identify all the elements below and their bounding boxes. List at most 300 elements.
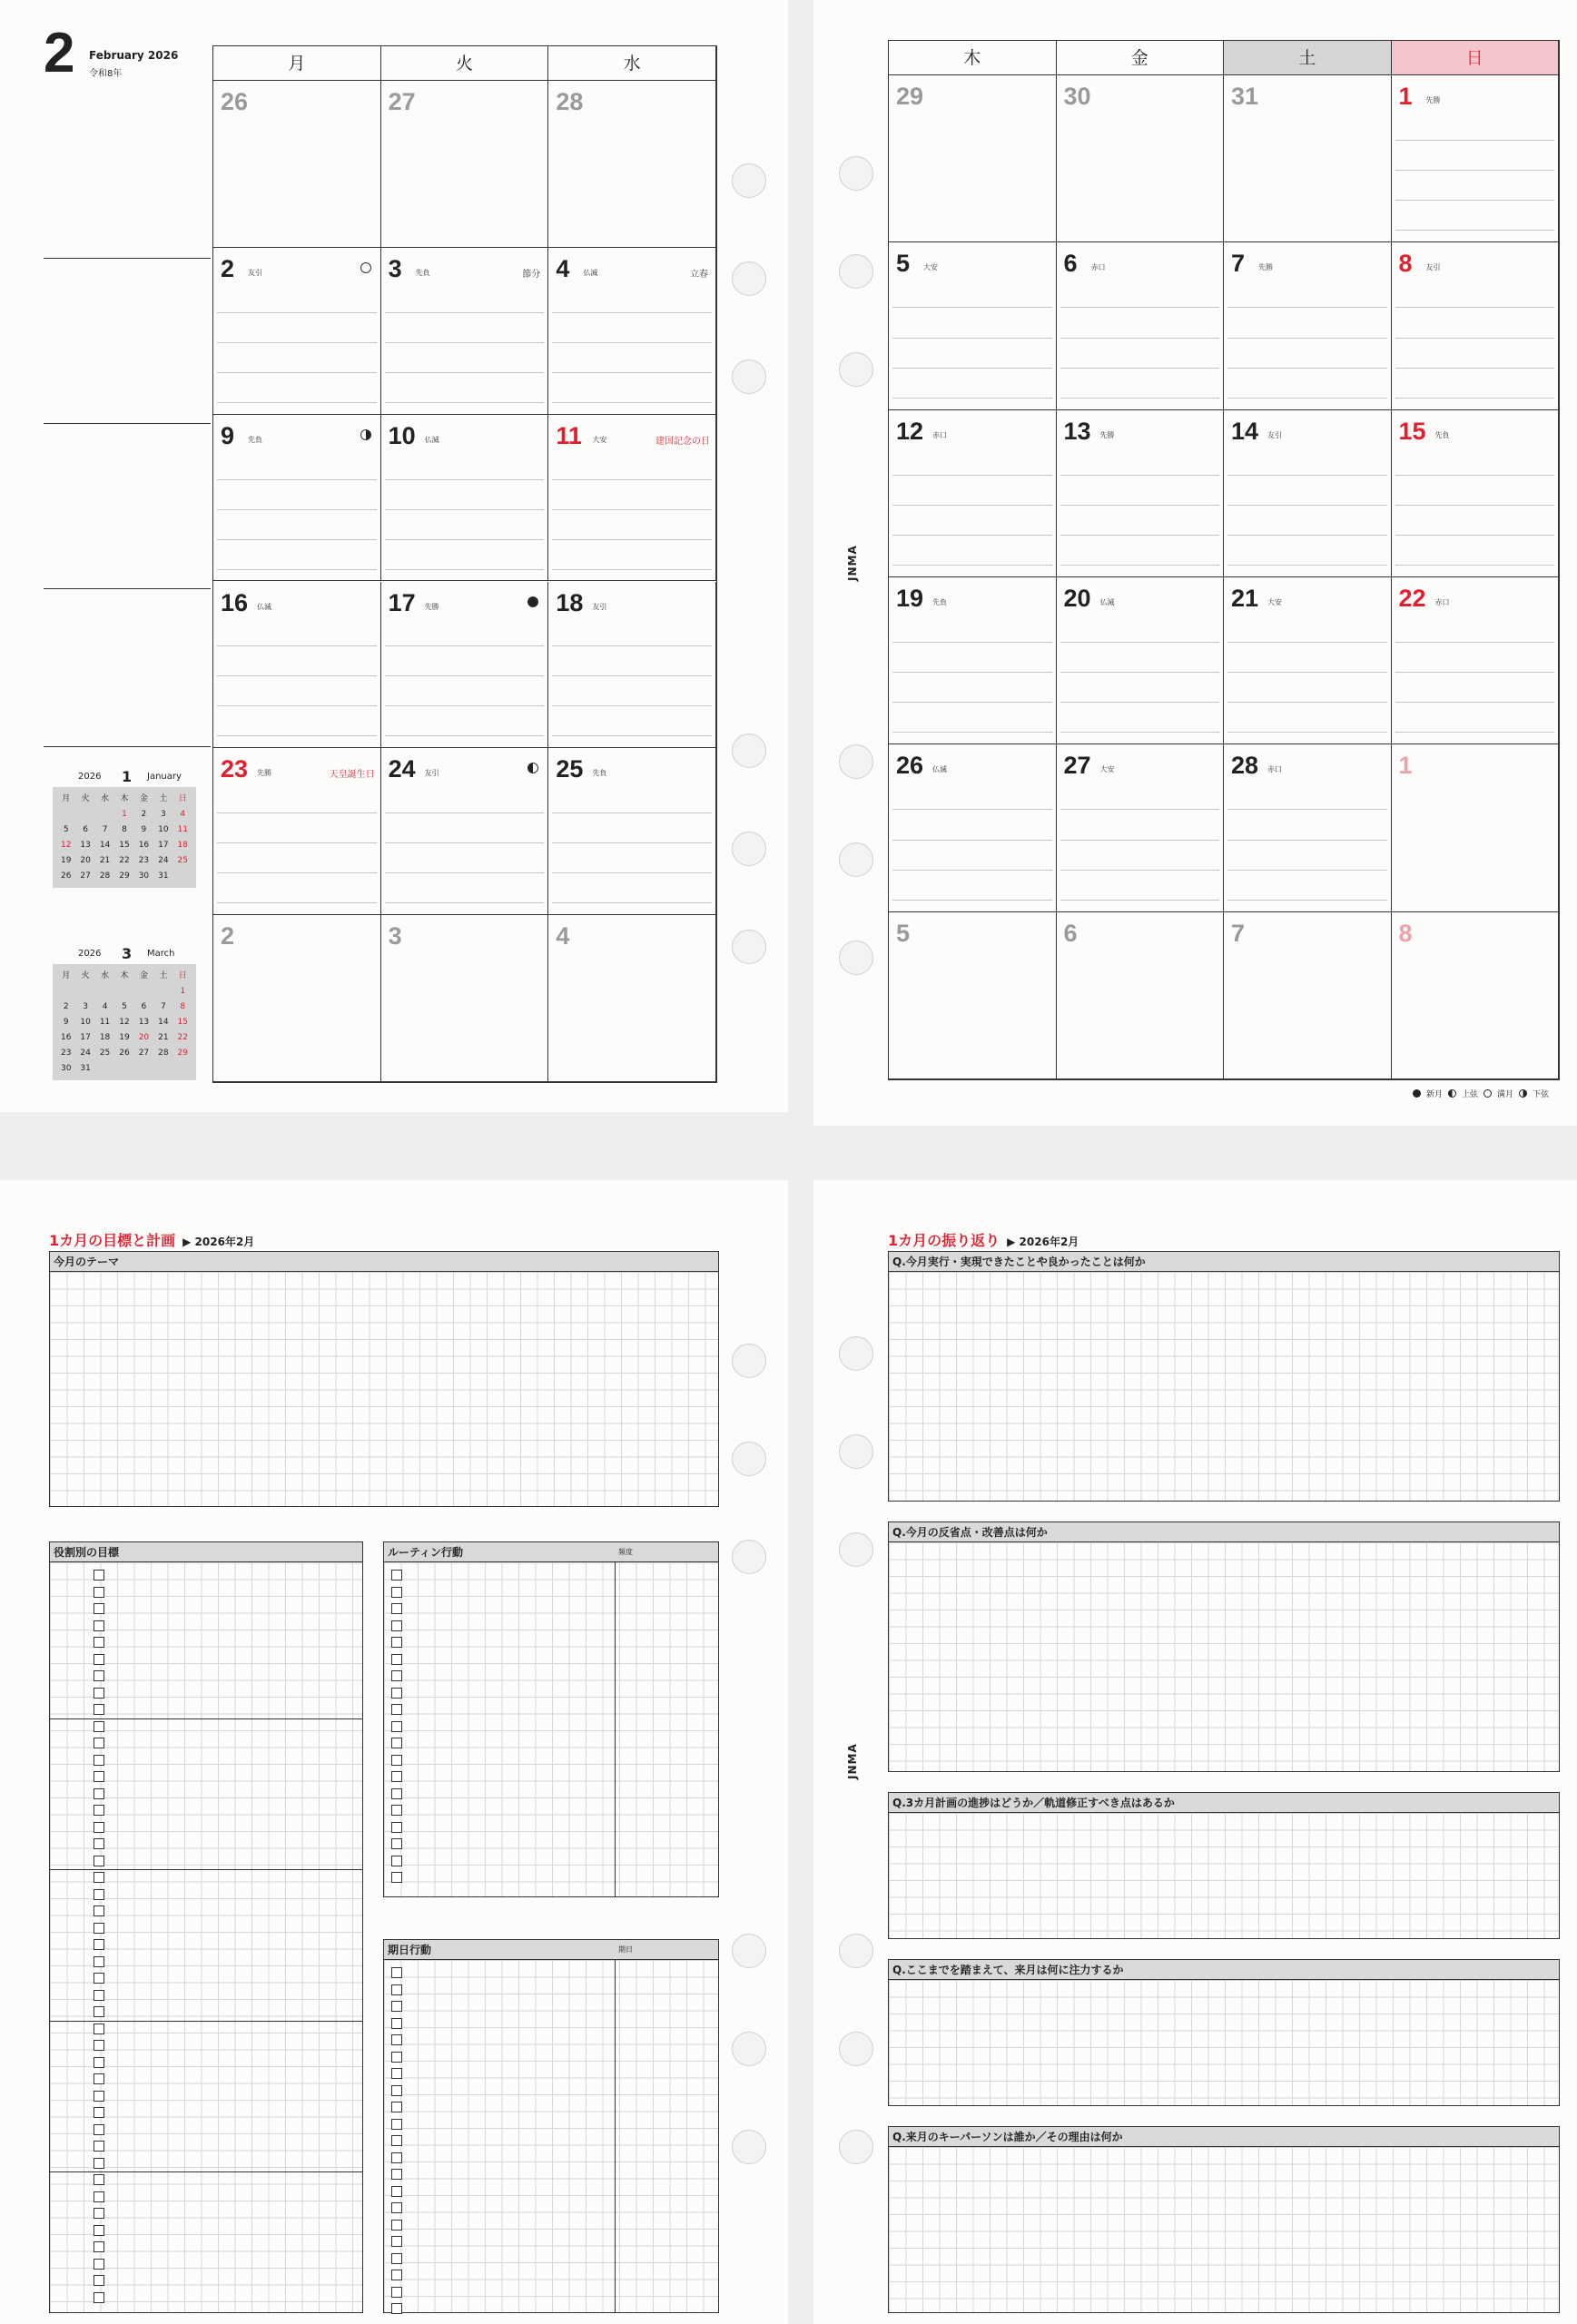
checkbox[interactable] xyxy=(94,1704,104,1715)
checkbox[interactable] xyxy=(94,1721,104,1732)
checkbox[interactable] xyxy=(94,1990,104,2001)
checkbox[interactable] xyxy=(94,2073,104,2084)
mini-day: 3 xyxy=(83,1002,88,1011)
rokuyo-label: 大安 xyxy=(592,435,607,444)
checkbox[interactable] xyxy=(94,2191,104,2202)
checkbox[interactable] xyxy=(94,1670,104,1681)
mini-day: 18 xyxy=(177,841,188,850)
writing-line xyxy=(1060,672,1220,673)
day-number: 24 xyxy=(388,755,416,783)
checkbox[interactable] xyxy=(94,1956,104,1967)
mini-day xyxy=(56,985,75,998)
writing-line xyxy=(217,675,377,676)
day-cell[interactable] xyxy=(1224,242,1392,409)
routine-box xyxy=(383,1541,719,1897)
binder-hole xyxy=(732,1442,766,1476)
day-number: 4 xyxy=(556,254,570,282)
checkbox[interactable] xyxy=(391,2018,402,2029)
writing-line xyxy=(1060,840,1220,841)
mini-day: 27 xyxy=(138,1049,150,1058)
holiday-label: 建国記念の日 xyxy=(655,436,710,447)
day-number: 19 xyxy=(896,585,924,612)
checkbox[interactable] xyxy=(94,1738,104,1748)
checkbox[interactable] xyxy=(391,1984,402,1995)
left-note-4[interactable] xyxy=(44,590,211,747)
weekday-header: 火 xyxy=(381,46,549,81)
day-cell[interactable] xyxy=(1224,577,1392,744)
checkbox[interactable] xyxy=(391,1637,402,1648)
mini-day: 4 xyxy=(102,1002,108,1011)
plan-page xyxy=(0,1180,788,2324)
checkbox[interactable] xyxy=(391,2085,402,2096)
mini-weekday: 金 xyxy=(139,971,148,980)
writing-line xyxy=(552,509,712,510)
checkbox[interactable] xyxy=(94,2275,104,2286)
checkbox[interactable] xyxy=(391,2303,402,2314)
rokuyo-label: 先負 xyxy=(1434,430,1450,439)
mini-day xyxy=(114,985,133,998)
writing-line xyxy=(217,509,377,510)
checkbox[interactable] xyxy=(94,1856,104,1866)
writing-line xyxy=(385,539,545,540)
mini-day: 10 xyxy=(80,1018,91,1027)
checkbox[interactable] xyxy=(94,2174,104,2185)
rokuyo-label: 友引 xyxy=(592,602,607,611)
writing-line xyxy=(385,645,545,646)
checkbox[interactable] xyxy=(94,1771,104,1782)
question-box[interactable] xyxy=(888,2126,1560,2313)
rokuyo-label: 大安 xyxy=(1099,765,1115,774)
solar-term-label: 節分 xyxy=(522,269,541,280)
writing-line xyxy=(892,732,1052,733)
checkbox[interactable] xyxy=(94,2292,104,2303)
mini-day: 15 xyxy=(177,1018,188,1027)
checkbox[interactable] xyxy=(94,1620,104,1631)
mini-calendar-header xyxy=(44,767,212,787)
day-number: 7 xyxy=(1231,919,1246,947)
writing-line xyxy=(385,479,545,480)
checkbox[interactable] xyxy=(94,1587,104,1598)
checkbox[interactable] xyxy=(94,1923,104,1934)
section-divider xyxy=(50,2021,362,2022)
checkbox[interactable] xyxy=(391,1967,402,1978)
day-number: 16 xyxy=(221,588,249,616)
checkbox[interactable] xyxy=(94,1805,104,1816)
mini-day: 12 xyxy=(119,1018,130,1027)
writing-line xyxy=(217,312,377,313)
writing-line xyxy=(552,735,712,736)
day-number: 27 xyxy=(388,88,416,115)
day-cell[interactable] xyxy=(213,915,381,1082)
binder-hole xyxy=(839,940,873,975)
rokuyo-label: 赤口 xyxy=(1267,765,1282,774)
day-number: 7 xyxy=(1231,250,1246,278)
day-cell[interactable] xyxy=(889,410,1057,577)
mini-day: 31 xyxy=(80,1064,91,1073)
checkbox[interactable] xyxy=(391,2270,402,2280)
checkbox[interactable] xyxy=(94,2141,104,2152)
month-grid-left xyxy=(212,45,717,1083)
writing-line xyxy=(892,505,1052,506)
writing-line xyxy=(217,402,377,403)
day-cell[interactable] xyxy=(1392,75,1560,242)
day-number: 11 xyxy=(556,421,582,449)
mini-day: 7 xyxy=(102,825,108,834)
checkbox[interactable] xyxy=(391,1872,402,1883)
checkbox[interactable] xyxy=(391,2220,402,2230)
writing-line xyxy=(892,809,1052,810)
checkbox[interactable] xyxy=(391,1755,402,1766)
rokuyo-label: 先負 xyxy=(415,268,430,277)
rokuyo-label: 先勝 xyxy=(1258,263,1273,272)
checkbox[interactable] xyxy=(94,2208,104,2219)
checkbox[interactable] xyxy=(391,1822,402,1833)
day-cell[interactable] xyxy=(1392,912,1560,1079)
day-number: 13 xyxy=(1063,417,1091,445)
writing-line xyxy=(1395,672,1555,673)
month-grid-right xyxy=(888,40,1560,1080)
checkbox[interactable] xyxy=(94,1822,104,1833)
writing-line xyxy=(217,705,377,706)
writing-line xyxy=(217,342,377,343)
checkbox[interactable] xyxy=(391,1670,402,1681)
mini-day: 2 xyxy=(141,810,147,819)
day-number: 3 xyxy=(388,254,402,282)
writing-line xyxy=(1395,230,1555,231)
checkbox[interactable] xyxy=(391,2102,402,2112)
day-cell[interactable] xyxy=(381,748,549,915)
mini-weekday: 土 xyxy=(159,794,168,803)
day-number: 3 xyxy=(388,922,402,950)
day-cell[interactable] xyxy=(381,248,549,415)
checkbox[interactable] xyxy=(94,1570,104,1581)
writing-line xyxy=(385,872,545,873)
day-number: 27 xyxy=(1063,752,1091,780)
day-cell[interactable] xyxy=(1057,75,1225,242)
mini-calendar-march xyxy=(44,944,212,1080)
mini-day xyxy=(134,1062,153,1075)
writing-line xyxy=(892,398,1052,399)
checkbox[interactable] xyxy=(94,1905,104,1916)
writing-line xyxy=(385,342,545,343)
writing-line xyxy=(1395,642,1555,643)
day-cell[interactable] xyxy=(548,582,716,749)
day-cell[interactable] xyxy=(1224,410,1392,577)
checkbox[interactable] xyxy=(94,1838,104,1849)
binder-hole xyxy=(839,352,873,387)
left-note-3[interactable] xyxy=(44,425,211,589)
weekday-header: 金 xyxy=(1057,41,1225,75)
writing-line xyxy=(1227,732,1387,733)
checkbox[interactable] xyxy=(391,1603,402,1614)
checkbox[interactable] xyxy=(94,2057,104,2068)
deadline-box xyxy=(383,1939,719,2313)
checkbox[interactable] xyxy=(94,2091,104,2102)
mini-day xyxy=(153,985,172,998)
rokuyo-label: 赤口 xyxy=(932,430,947,439)
day-cell[interactable] xyxy=(1057,410,1225,577)
checkbox[interactable] xyxy=(94,1973,104,1984)
mini-weekday: 火 xyxy=(81,794,90,803)
writing-line xyxy=(892,565,1052,566)
routine-label: ルーティン行動 頻度 xyxy=(384,1542,718,1562)
checkbox[interactable] xyxy=(391,1856,402,1866)
question-box[interactable] xyxy=(888,1959,1560,2106)
day-number: 28 xyxy=(556,88,584,115)
checkbox[interactable] xyxy=(391,2034,402,2045)
day-number: 1 xyxy=(1398,752,1413,780)
mini-day: 12 xyxy=(60,841,72,850)
mini-day: 14 xyxy=(99,841,111,850)
writing-line xyxy=(552,902,712,903)
left-note-2[interactable] xyxy=(44,260,211,424)
day-cell[interactable] xyxy=(381,582,549,749)
rokuyo-label: 先負 xyxy=(248,435,262,444)
checkbox[interactable] xyxy=(94,2024,104,2034)
weekday-header: 日 xyxy=(1392,41,1560,75)
writing-line xyxy=(1227,702,1387,703)
writing-line xyxy=(1395,702,1555,703)
checkbox[interactable] xyxy=(391,1620,402,1631)
writing-line xyxy=(1395,505,1555,506)
theme-box[interactable] xyxy=(49,1251,719,1507)
checkbox[interactable] xyxy=(94,2158,104,2169)
checkbox[interactable] xyxy=(391,2052,402,2063)
deadline-grid xyxy=(384,1960,718,2312)
day-cell[interactable] xyxy=(213,248,381,415)
question-grid xyxy=(889,1542,1559,1771)
day-cell[interactable] xyxy=(1392,577,1560,744)
binder-hole xyxy=(732,2032,766,2066)
day-cell[interactable] xyxy=(213,415,381,582)
checkbox[interactable] xyxy=(94,2259,104,2270)
routine-divider xyxy=(615,1562,616,1896)
day-cell[interactable] xyxy=(548,248,716,415)
checkbox[interactable] xyxy=(391,1771,402,1782)
question-box[interactable] xyxy=(888,1521,1560,1772)
mini-day: 28 xyxy=(99,872,111,881)
checkbox[interactable] xyxy=(391,2186,402,2197)
checkbox[interactable] xyxy=(94,2241,104,2252)
binder-hole xyxy=(839,2130,873,2164)
day-cell[interactable] xyxy=(1057,242,1225,409)
mini-day: 3 xyxy=(160,810,166,819)
checkbox[interactable] xyxy=(391,2001,402,2012)
mini-day: 10 xyxy=(158,825,169,834)
question-box[interactable] xyxy=(888,1792,1560,1939)
writing-line xyxy=(217,372,377,373)
mini-day: 31 xyxy=(158,872,169,881)
day-cell[interactable] xyxy=(1057,744,1225,911)
day-cell[interactable] xyxy=(889,75,1057,242)
writing-line xyxy=(1227,307,1387,308)
last-quarter-icon xyxy=(1519,1089,1527,1098)
checkbox[interactable] xyxy=(94,1603,104,1614)
binder-hole xyxy=(732,359,766,394)
checkbox[interactable] xyxy=(94,2107,104,2118)
writing-line xyxy=(1060,732,1220,733)
rokuyo-label: 仏滅 xyxy=(1099,598,1115,606)
mini-day: 22 xyxy=(177,1033,188,1042)
day-cell[interactable] xyxy=(548,915,716,1082)
writing-line xyxy=(892,840,1052,841)
day-number: 29 xyxy=(896,83,924,110)
writing-line xyxy=(1060,535,1220,536)
binder-hole xyxy=(839,1532,873,1567)
day-cell[interactable] xyxy=(213,748,381,915)
checkbox[interactable] xyxy=(94,2006,104,2017)
day-cell[interactable] xyxy=(548,415,716,582)
routine-grid xyxy=(384,1562,718,1896)
mini-day: 15 xyxy=(119,841,130,850)
writing-line xyxy=(1060,368,1220,369)
checkbox[interactable] xyxy=(391,1738,402,1748)
writing-line xyxy=(1227,870,1387,871)
checkbox[interactable] xyxy=(391,1704,402,1715)
checkbox[interactable] xyxy=(391,2236,402,2247)
writing-line xyxy=(385,402,545,403)
day-cell[interactable] xyxy=(1057,577,1225,744)
writing-line xyxy=(552,402,712,403)
day-cell[interactable] xyxy=(213,81,381,248)
day-cell[interactable] xyxy=(1224,744,1392,911)
first-quarter-icon xyxy=(1448,1089,1456,1098)
day-number: 1 xyxy=(1398,83,1413,110)
writing-line xyxy=(552,675,712,676)
day-number: 17 xyxy=(388,588,416,616)
rokuyo-label: 仏滅 xyxy=(257,602,271,611)
checkbox[interactable] xyxy=(391,2152,402,2163)
writing-line xyxy=(892,338,1052,339)
checkbox[interactable] xyxy=(94,1637,104,1648)
mini-day xyxy=(134,985,153,998)
checkbox[interactable] xyxy=(391,1688,402,1699)
day-number: 26 xyxy=(221,88,249,115)
question-label: Q.今月実行・実現できたことや良かったことは何か xyxy=(889,1252,1559,1272)
mini-day: 20 xyxy=(138,1033,150,1042)
day-cell[interactable] xyxy=(381,81,549,248)
checkbox[interactable] xyxy=(94,1688,104,1699)
day-cell[interactable] xyxy=(548,81,716,248)
day-cell[interactable] xyxy=(1057,912,1225,1079)
checkbox[interactable] xyxy=(391,2119,402,2130)
day-number: 4 xyxy=(556,922,570,950)
writing-line xyxy=(892,475,1052,476)
day-cell[interactable] xyxy=(381,915,549,1082)
checkbox[interactable] xyxy=(391,1654,402,1665)
mini-day xyxy=(153,1062,172,1075)
brand-label: JNMA xyxy=(846,545,859,581)
checkbox[interactable] xyxy=(391,2135,402,2146)
checkbox[interactable] xyxy=(391,1788,402,1799)
day-number: 6 xyxy=(1063,919,1078,947)
checkbox[interactable] xyxy=(94,1872,104,1883)
day-cell[interactable] xyxy=(381,415,549,582)
mini-day: 11 xyxy=(99,1018,111,1027)
mini-day: 29 xyxy=(119,872,130,881)
checkbox[interactable] xyxy=(391,2169,402,2180)
checkbox[interactable] xyxy=(94,2124,104,2135)
mini-day: 25 xyxy=(99,1049,111,1058)
roles-label: 役割別の目標 xyxy=(50,1542,362,1562)
question-box[interactable] xyxy=(888,1251,1560,1502)
theme-label: 今月のテーマ xyxy=(50,1252,718,1272)
mini-day xyxy=(95,985,114,998)
mini-day: 21 xyxy=(99,856,111,865)
checkbox[interactable] xyxy=(391,2068,402,2079)
day-cell[interactable] xyxy=(1392,410,1560,577)
mini-day xyxy=(114,1062,133,1075)
writing-line xyxy=(217,539,377,540)
month-number: 2 xyxy=(44,22,75,84)
plan-title: 1カ月の目標と計画 ▶ 2026年2月 xyxy=(49,1232,255,1249)
day-number: 2 xyxy=(221,254,235,282)
writing-line xyxy=(1060,900,1220,901)
writing-line xyxy=(1395,535,1555,536)
writing-line xyxy=(552,539,712,540)
checkbox[interactable] xyxy=(94,1654,104,1665)
checkbox[interactable] xyxy=(391,1587,402,1598)
day-cell[interactable] xyxy=(889,242,1057,409)
mini-weekday: 日 xyxy=(178,971,187,980)
checkbox[interactable] xyxy=(391,2202,402,2213)
checkbox[interactable] xyxy=(94,1788,104,1799)
checkbox[interactable] xyxy=(94,2040,104,2051)
writing-line xyxy=(1395,307,1555,308)
binder-hole xyxy=(839,254,873,289)
left-note-1[interactable] xyxy=(44,85,211,259)
checkbox[interactable] xyxy=(391,2253,402,2264)
day-cell[interactable] xyxy=(889,912,1057,1079)
binder-hole xyxy=(839,2032,873,2066)
checkbox[interactable] xyxy=(391,1721,402,1732)
question-grid xyxy=(889,1813,1559,1938)
writing-line xyxy=(217,842,377,843)
mini-weekday: 月 xyxy=(62,794,71,803)
new-moon-icon xyxy=(527,596,538,607)
writing-line xyxy=(217,735,377,736)
mini-day: 6 xyxy=(141,1002,147,1011)
checkbox[interactable] xyxy=(391,1805,402,1816)
day-cell[interactable] xyxy=(1224,912,1392,1079)
day-cell[interactable] xyxy=(1392,242,1560,409)
checkbox[interactable] xyxy=(391,1570,402,1581)
writing-line xyxy=(1227,398,1387,399)
checkbox[interactable] xyxy=(94,1755,104,1766)
day-cell[interactable] xyxy=(889,744,1057,911)
writing-line xyxy=(1060,475,1220,476)
mini-day: 6 xyxy=(83,825,88,834)
day-cell[interactable] xyxy=(1224,75,1392,242)
mini-day xyxy=(173,870,192,882)
binder-hole xyxy=(839,1934,873,1968)
checkbox[interactable] xyxy=(94,1889,104,1900)
day-cell[interactable] xyxy=(548,748,716,915)
checkbox[interactable] xyxy=(391,1838,402,1849)
day-cell[interactable] xyxy=(213,582,381,749)
checkbox[interactable] xyxy=(94,1939,104,1950)
day-cell[interactable] xyxy=(1392,744,1560,911)
writing-line xyxy=(385,675,545,676)
binder-hole xyxy=(839,1336,873,1371)
writing-line xyxy=(1395,140,1555,141)
mini-day xyxy=(56,808,75,821)
checkbox[interactable] xyxy=(391,2287,402,2298)
checkbox[interactable] xyxy=(94,2225,104,2236)
binder-hole xyxy=(839,744,873,779)
day-cell[interactable] xyxy=(889,577,1057,744)
writing-line xyxy=(1227,368,1387,369)
